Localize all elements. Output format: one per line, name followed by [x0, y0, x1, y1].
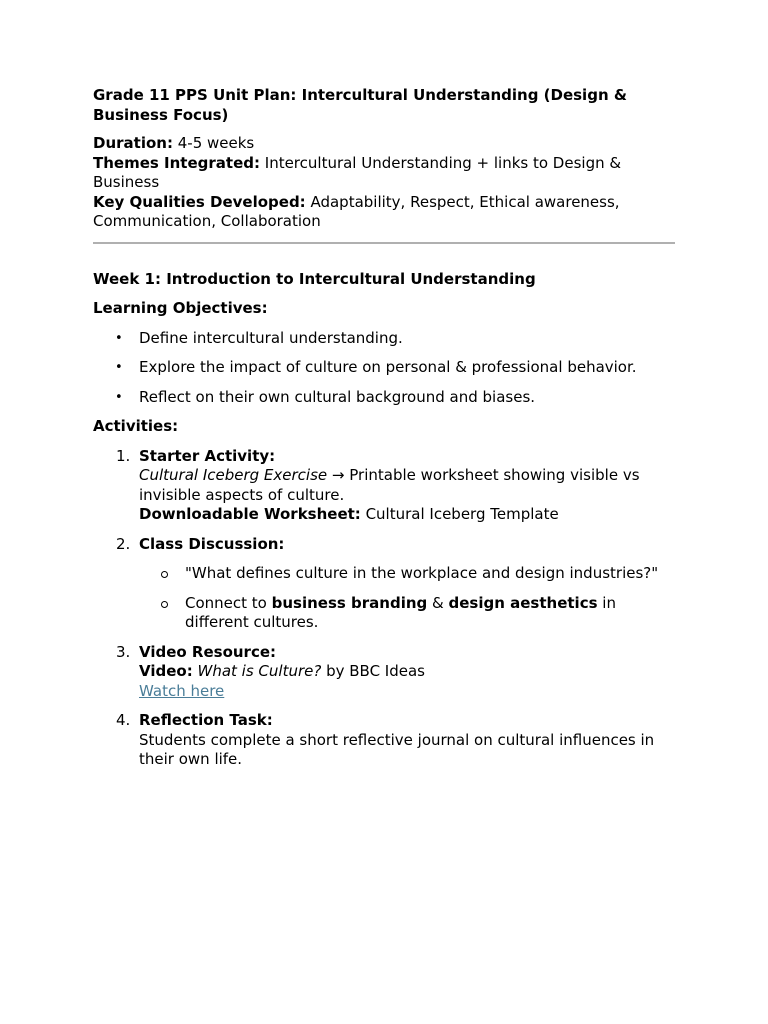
themes-line	[93, 154, 675, 193]
objectives-list	[93, 329, 675, 408]
duration-value: 4-5 weeks	[177, 134, 255, 152]
bullet-icon: •	[115, 330, 123, 346]
video-source: by BBC Ideas	[321, 662, 425, 680]
discussion-question: "What defines culture in the workplace and design industries?"	[185, 564, 659, 582]
activity-title: Reflection Task:	[139, 711, 273, 729]
qualities-label: Key Qualities Developed:	[93, 192, 306, 211]
qualities-value: Adaptability, Respect, Ethical awareness, Communication, Collaboration	[93, 192, 620, 230]
exercise-description: → Printable worksheet showing visible vs invisible aspects of culture.	[139, 466, 640, 504]
qualities-line	[93, 193, 675, 232]
duration-label: Duration:	[93, 134, 173, 152]
worksheet-value: Cultural Iceberg Template	[360, 505, 559, 523]
activity-number: 3.	[116, 642, 131, 661]
activity-title: Starter Activity:	[139, 446, 276, 465]
discussion-connect-mid: &	[427, 593, 449, 612]
document-page	[93, 86, 675, 780]
themes-label: Themes Integrated:	[93, 153, 260, 172]
exercise-name: Cultural Iceberg Exercise	[139, 466, 328, 484]
discussion-sublist	[139, 564, 675, 633]
video-title: What is Culture?	[197, 662, 322, 680]
activities-list	[93, 447, 675, 770]
activity-title: Class Discussion:	[139, 534, 285, 553]
discussion-connect-pre: Connect to	[185, 593, 272, 612]
activity-video	[93, 643, 675, 702]
list-item	[93, 358, 675, 378]
horizontal-divider	[93, 242, 675, 244]
watch-here-link[interactable]: Watch here	[139, 681, 225, 700]
activities-label: Activities:	[93, 417, 179, 435]
reflection-description: Students complete a short reflective journal on cultural influences in their own life.	[139, 730, 655, 768]
worksheet-label: Downloadable Worksheet:	[139, 505, 361, 523]
objective-text: Explore the impact of culture on personal & professional behavior.	[139, 358, 637, 376]
list-item	[139, 594, 675, 633]
list-item	[93, 388, 675, 408]
activity-starter	[93, 447, 675, 525]
document-title: Grade 11 PPS Unit Plan: Intercultural Understanding (Design & Business Focus)	[93, 86, 627, 124]
activity-reflection	[93, 711, 675, 770]
week1-heading: Week 1: Introduction to Intercultural Understanding	[93, 269, 536, 288]
bullet-icon: •	[115, 360, 123, 375]
activity-title: Video Resource:	[139, 642, 277, 661]
circle-bullet-icon	[161, 601, 168, 608]
objectives-label: Learning Objectives:	[93, 299, 268, 317]
activity-number: 1.	[116, 446, 131, 465]
duration-line	[93, 134, 675, 154]
circle-bullet-icon	[161, 571, 168, 578]
bullet-icon: •	[115, 389, 123, 405]
discussion-connect-post: in different cultures.	[185, 593, 616, 631]
activity-number: 4.	[116, 711, 131, 729]
business-branding-text: business branding	[271, 593, 428, 612]
activity-number: 2.	[116, 534, 131, 553]
video-label: Video:	[139, 662, 193, 680]
objective-text: Define intercultural understanding.	[139, 328, 403, 347]
objective-text: Reflect on their own cultural background and biases.	[139, 387, 536, 406]
design-aesthetics-text: design aesthetics	[448, 593, 598, 612]
list-item	[139, 564, 675, 584]
list-item	[93, 329, 675, 349]
activity-discussion	[93, 535, 675, 633]
themes-value: Intercultural Understanding + links to Design & Business	[93, 153, 622, 191]
